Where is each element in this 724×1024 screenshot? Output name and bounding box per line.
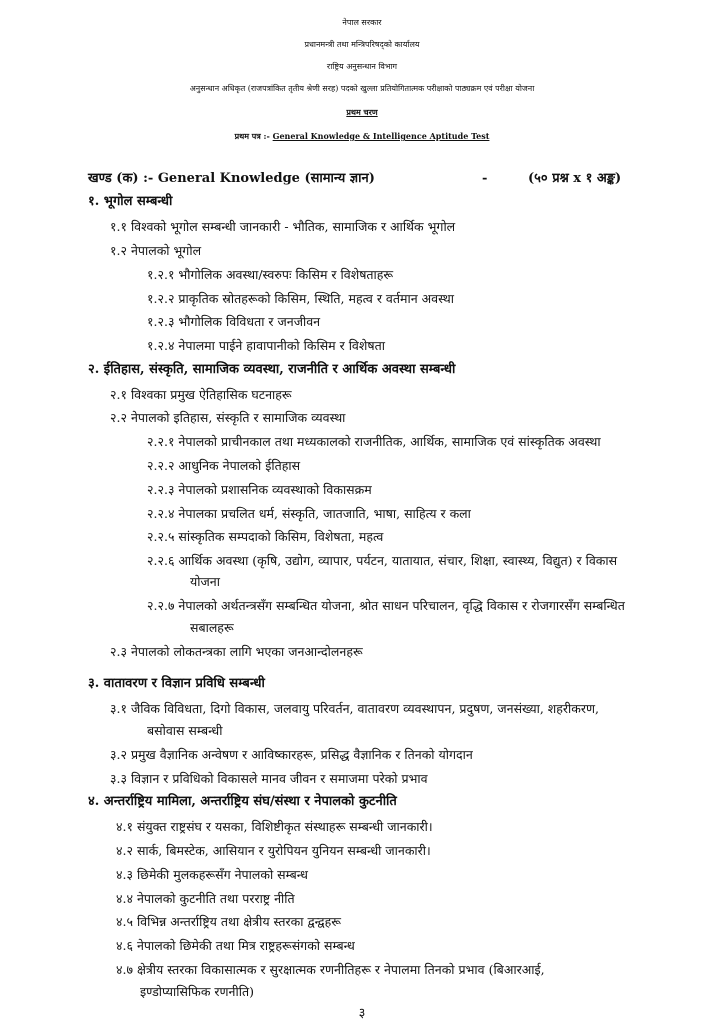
item-2-2-6-cont: योजना xyxy=(190,574,220,589)
item-1-2-1: १.२.१ भौगोलिक अवस्था/स्वरुपः किसिम र विशेषताहरू xyxy=(147,267,394,282)
item-4-7: ४.७ क्षेत्रीय स्तरका विकासात्मक र सुरक्षात्मक रणनीतिहरू र नेपालमा तिनको प्रभाव (बिआरआई, xyxy=(116,962,545,977)
item-4-6: ४.६ नेपालको छिमेकी तथा मित्र राष्ट्रहरूसंगको सम्बन्ध xyxy=(116,938,355,953)
section-4-title: ४. अन्तर्राष्ट्रिय मामिला, अन्तर्राष्ट्रिय संघ/संस्था र नेपालको कुटनीति xyxy=(88,794,397,809)
header-govt: नेपाल सरकार xyxy=(342,18,382,27)
item-2-2-7: २.२.७ नेपालको अर्थतन्त्रसँग सम्बन्धित योजना, श्रोत साधन परिचालन, वृद्धि विकास र रोजगारसँग सम्बन्धित xyxy=(147,598,625,613)
page-number: ३ xyxy=(358,1006,366,1021)
item-1-2-2: १.२.२ प्राकृतिक स्रोतहरूको किसिम, स्थिति, महत्व र वर्तमान अवस्था xyxy=(147,291,454,306)
item-1-1: १.१ विश्वको भूगोल सम्बन्धी जानकारी - भौतिक, सामाजिक र आर्थिक भूगोल xyxy=(110,219,456,234)
item-3-2: ३.२ प्रमुख वैज्ञानिक अन्वेषण र आविष्कारहरू, प्रसिद्ध वैज्ञानिक र तिनको योगदान xyxy=(110,747,473,762)
item-3-1: ३.१ जैविक विविधता, दिगो विकास, जलवायु परिवर्तन, वातावरण व्यवस्थापन, प्रदुषण, जनसंख्या, शहरीकरण, xyxy=(110,701,599,716)
item-2-2-2: २.२.२ आधुनिक नेपालको ईतिहास xyxy=(147,458,301,473)
section-2-title: २. ईतिहास, संस्कृति, सामाजिक व्यवस्था, राजनीति र आर्थिक अवस्था सम्बन्धी xyxy=(88,362,456,377)
item-4-5: ४.५ विभिन्न अन्तर्राष्ट्रिय तथा क्षेत्रीय स्तरका द्वन्द्वहरू xyxy=(116,914,341,929)
header-department: राष्ट्रिय अनुसन्धान विभाग xyxy=(326,62,398,71)
item-2-2-6: २.२.६ आर्थिक अवस्था (कृषि, उद्योग, व्यापार, पर्यटन, यातायात, संचार, शिक्षा, स्वास्थ्य, विद्युत) र विकास xyxy=(147,553,618,568)
paper-title: General Knowledge & Intelligence Aptitude Test xyxy=(272,131,490,141)
item-2-2-4: २.२.४ नेपालका प्रचलित धर्म, संस्कृति, जातजाति, भाषा, साहित्य र कला xyxy=(147,506,471,521)
item-3-3: ३.३ विज्ञान र प्रविधिको विकासले मानव जीवन र समाजमा परेको प्रभाव xyxy=(110,771,428,786)
item-2-3: २.३ नेपालको लोकतन्त्रका लागि भएका जनआन्दोलनहरू xyxy=(110,644,363,659)
paper-prefix: प्रथम पत्र :- xyxy=(234,131,270,141)
part-dash: - xyxy=(482,171,488,186)
item-4-1: ४.१ संयुक्त राष्ट्रसंघ र यसका, विशिष्टीकृत संस्थाहरू सम्बन्धी जानकारी। xyxy=(116,819,433,834)
header-syllabus-title: अनुसन्धान अधिकृत (राजपत्रांकित तृतीय श्रेणी सरह) पदको खुल्ला प्रतियोगितात्मक परीक्षाको पाठ्यक्रम एवं परीक्षा योजना xyxy=(189,84,535,93)
item-4-7-cont: इण्डोप्यासिफिक रणनीति) xyxy=(140,984,254,999)
item-4-3: ४.३ छिमेकी मुलकहरूसँग नेपालको सम्बन्ध xyxy=(116,867,308,882)
item-1-2-3: १.२.३ भौगोलिक विविधता र जनजीवन xyxy=(147,314,321,329)
header-office: प्रधानमन्त्री तथा मन्त्रिपरिषद्को कार्यालय xyxy=(304,40,420,49)
item-4-4: ४.४ नेपालको कुटनीति तथा परराष्ट्र नीति xyxy=(116,891,295,906)
item-2-2-7-cont: सबालहरू xyxy=(190,620,234,635)
header-paper xyxy=(0,127,724,145)
item-1-2-4: १.२.४ नेपालमा पाईने हावापानीको किसिम र विशेषता xyxy=(147,338,385,353)
item-2-2: २.२ नेपालको इतिहास, संस्कृति र सामाजिक व्यवस्था xyxy=(110,410,346,425)
part-marks: (५० प्रश्न x १ अङ्क) xyxy=(528,171,622,186)
item-3-1-cont: बसोवास सम्बन्धी xyxy=(147,723,223,738)
section-3-title: ३. वातावरण र विज्ञान प्रविधि सम्बन्धी xyxy=(88,676,265,691)
item-2-2-3: २.२.३ नेपालको प्रशासनिक व्यवस्थाको विकासक्रम xyxy=(147,482,372,497)
header-stage: प्रथम चरण xyxy=(346,107,378,117)
item-2-2-5: २.२.५ सांस्कृतिक सम्पदाको किसिम, विशेषता, महत्व xyxy=(147,529,384,544)
part-title: खण्ड (क) :- General Knowledge (सामान्य ज्ञान) xyxy=(88,171,375,186)
item-2-2-1: २.२.१ नेपालको प्राचीनकाल तथा मध्यकालको राजनीतिक, आर्थिक, सामाजिक एवं सांस्कृतिक अवस्था xyxy=(147,434,601,449)
item-2-1: २.१ विश्वका प्रमुख ऐतिहासिक घटनाहरू xyxy=(110,387,292,402)
item-4-2: ४.२ सार्क, बिमस्टेक, आसियान र युरोपियन युनियन सम्बन्धी जानकारी। xyxy=(116,843,431,858)
item-1-2: १.२ नेपालको भूगोल xyxy=(110,243,202,258)
section-1-title: १. भूगोल सम्बन्धी xyxy=(88,194,173,209)
